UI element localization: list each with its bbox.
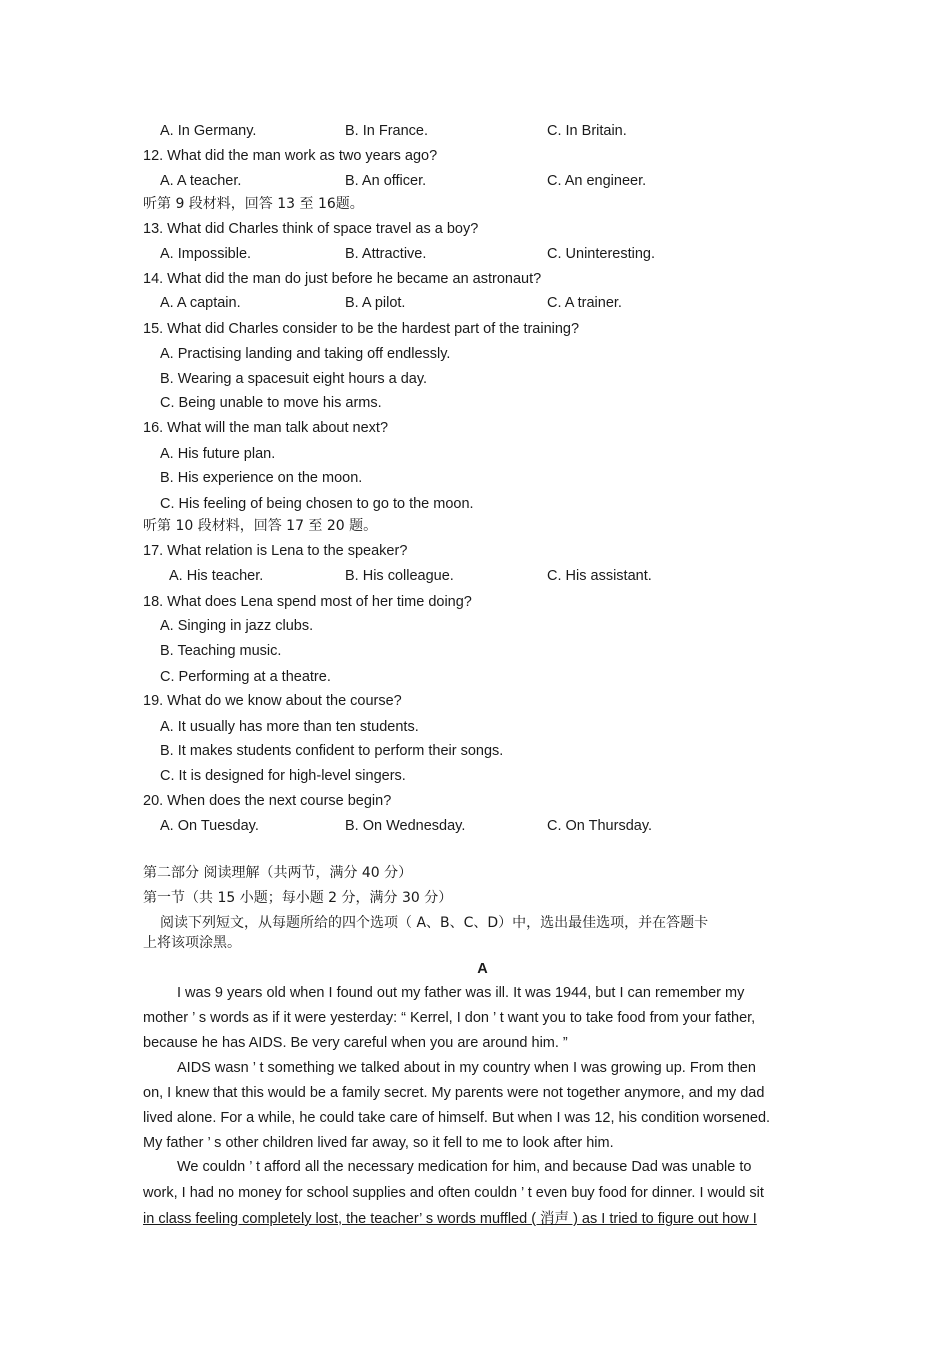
passage-line: because he has AIDS. Be very careful when you are around him. ” [143,1035,568,1051]
passage-line: I was 9 years old when I found out my father was ill. It was 1944, but I can remember my [177,985,745,1001]
section-1-title: 第一节（共 15 小题；每小题 2 分，满分 30 分） [143,890,453,906]
q17-option-c: C. His assistant. [547,568,652,584]
q14-option-b: B. A pilot. [345,295,406,311]
q17-option-a: A. His teacher. [169,568,264,584]
q20-option-b: B. On Wednesday. [345,818,466,834]
passage-label: A [477,961,488,977]
q12-option-a: A. A teacher. [160,173,242,189]
q20-option-a: A. On Tuesday. [160,818,259,834]
passage-line: AIDS wasn ’ t something we talked about in my country when I was growing up. From then [177,1060,756,1076]
section-10-instruction: 听第 10 段材料，回答 17 至 20 题。 [143,518,378,534]
q11-option-b: B. In France. [345,123,429,139]
question-19: 19. What do we know about the course? [143,693,402,709]
passage-line: work, I had no money for school supplies and often couldn ’ t even buy food for dinner. I would sit [143,1185,764,1201]
question-14: 14. What did the man do just before he became an astronaut? [143,271,542,287]
q14-option-a: A. A captain. [160,295,241,311]
q18-option-c: C. Performing at a theatre. [160,669,331,685]
question-16: 16. What will the man talk about next? [143,420,389,436]
question-15: 15. What did Charles consider to be the hardest part of the training? [143,321,580,337]
q20-option-c: C. On Thursday. [547,818,653,834]
q14-option-c: C. A trainer. [547,295,622,311]
q11-option-a: A. In Germany. [160,123,257,139]
q19-option-b: B. It makes students confident to perform their songs. [160,743,504,759]
passage-line: We couldn ’ t afford all the necessary medication for him, and because Dad was unable to [177,1159,752,1175]
q15-option-a: A. Practising landing and taking off endlessly. [160,346,451,362]
q11-option-c: C. In Britain. [547,123,627,139]
part-2-title: 第二部分 阅读理解（共两节，满分 40 分） [143,865,413,881]
question-13: 13. What did Charles think of space travel as a boy? [143,221,479,237]
q16-option-c: C. His feeling of being chosen to go to the moon. [160,496,474,512]
q18-option-b: B. Teaching music. [160,643,282,659]
q15-option-b: B. Wearing a spacesuit eight hours a day. [160,371,428,387]
q13-option-a: A. Impossible. [160,246,252,262]
q19-option-a: A. It usually has more than ten students. [160,719,419,735]
q17-option-b: B. His colleague. [345,568,454,584]
passage-line: My father ’ s other children lived far away, so it fell to me to look after him. [143,1135,614,1151]
q12-option-b: B. An officer. [345,173,427,189]
question-12: 12. What did the man work as two years ago? [143,148,438,164]
q16-option-a: A. His future plan. [160,446,276,462]
passage-line: mother ’ s words as if it were yesterday: “ Kerrel, I don ’ t want you to take food from your father, [143,1010,756,1026]
q19-option-c: C. It is designed for high-level singers. [160,768,406,784]
q18-option-a: A. Singing in jazz clubs. [160,618,314,634]
passage-line: on, I knew that this would be a family secret. My parents were not together anymore, and my dad [143,1085,765,1101]
question-18: 18. What does Lena spend most of her time doing? [143,594,472,610]
question-17: 17. What relation is Lena to the speaker? [143,543,408,559]
question-20: 20. When does the next course begin? [143,793,392,809]
reading-instruction-line-1: 阅读下列短文，从每题所给的四个选项（ A、B、C、D）中，选出最佳选项，并在答题卡 [160,915,709,931]
q13-option-b: B. Attractive. [345,246,427,262]
q16-option-b: B. His experience on the moon. [160,470,363,486]
passage-line: in class feeling completely lost, the teacher’ s words muffled ( 消声 ) as I tried to figure out how I [143,1211,757,1227]
section-9-instruction: 听第 9 段材料，回答 13 至 16题。 [143,196,364,212]
q13-option-c: C. Uninteresting. [547,246,655,262]
passage-line: lived alone. For a while, he could take care of himself. But when I was 12, his condition worsened. [143,1110,771,1126]
q15-option-c: C. Being unable to move his arms. [160,395,382,411]
reading-instruction-line-2: 上将该项涂黑。 [143,935,241,951]
q12-option-c: C. An engineer. [547,173,647,189]
